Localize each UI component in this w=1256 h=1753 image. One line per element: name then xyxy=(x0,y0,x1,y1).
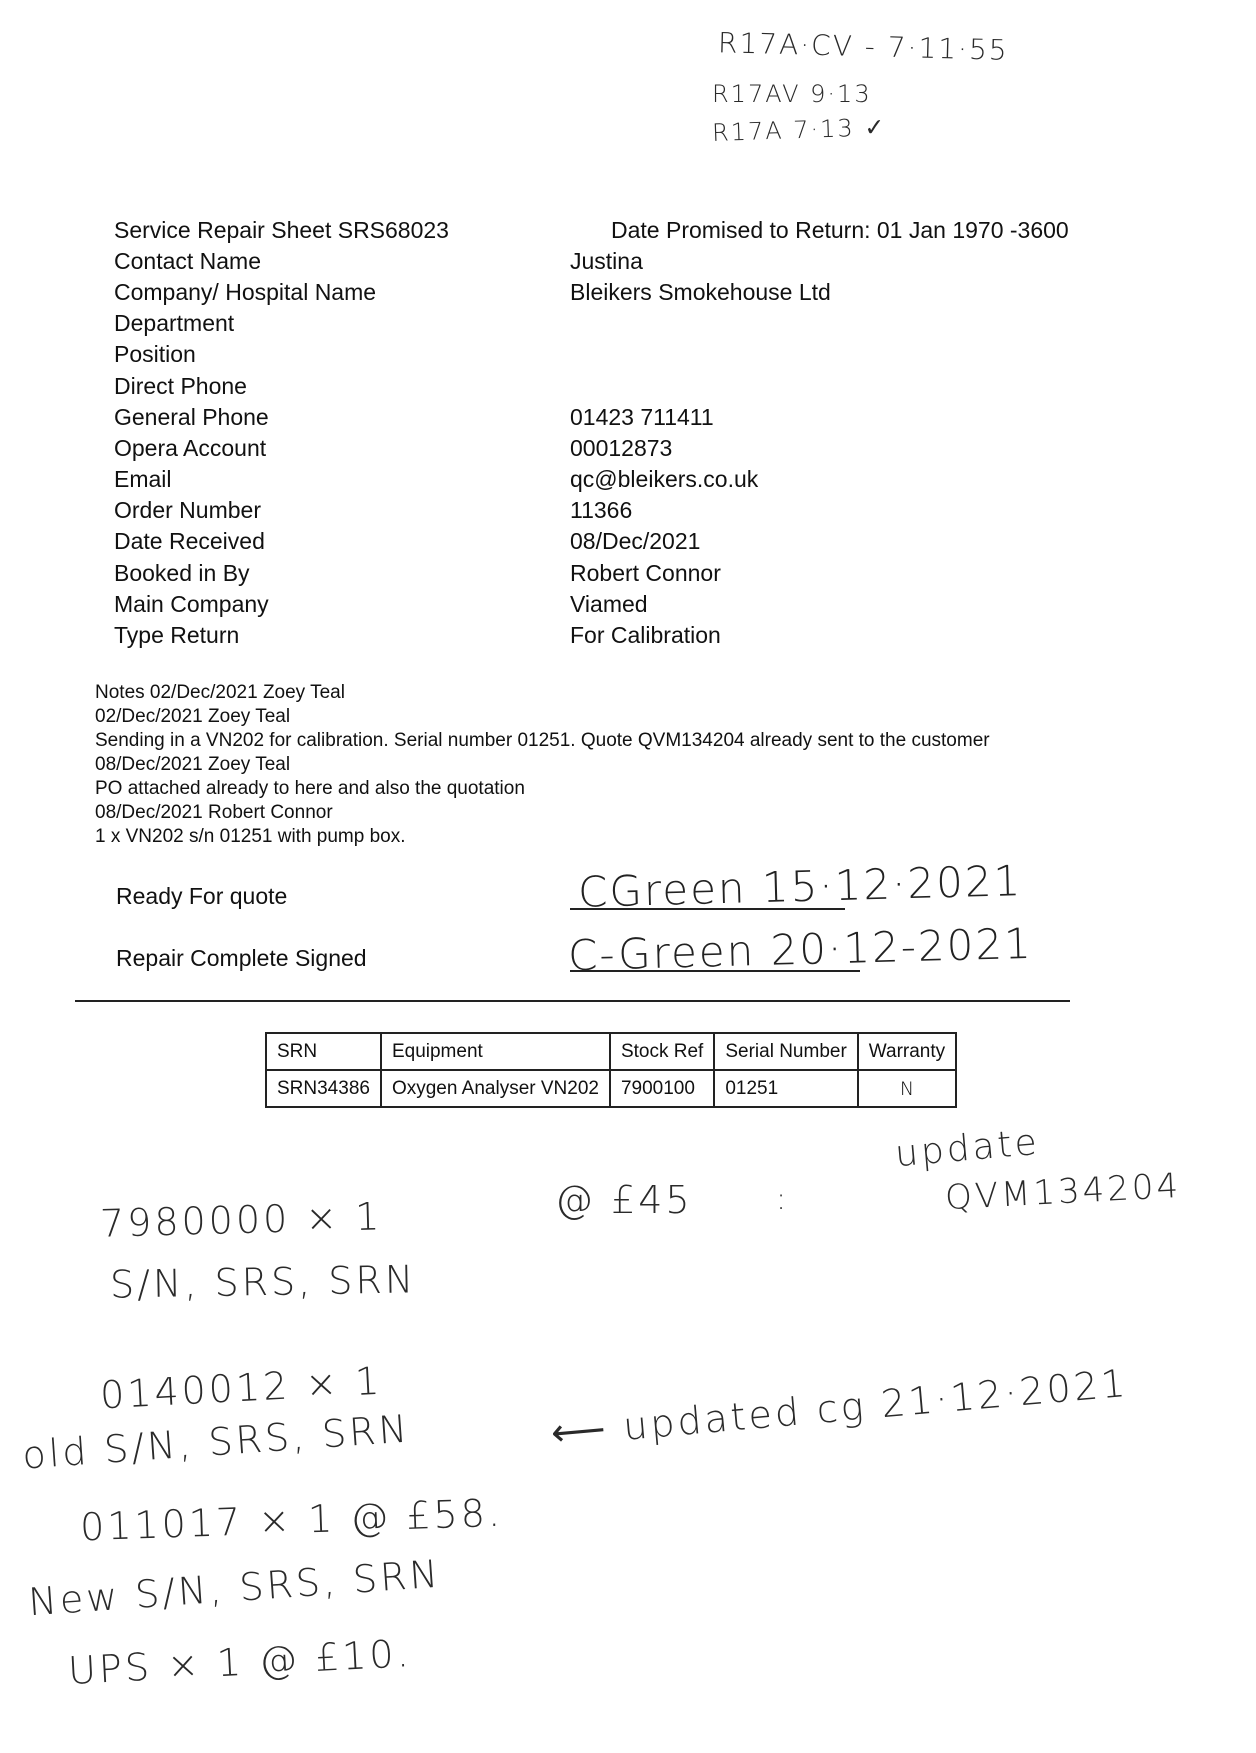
note-line: PO attached already to here and also the quotation xyxy=(95,778,525,799)
field-label-contact-name: Contact Name xyxy=(114,248,262,274)
note-line: 08/Dec/2021 Robert Connor xyxy=(95,802,333,823)
handwritten-sub-1: S/N, SRS, SRN xyxy=(109,1257,417,1307)
note-line: Sending in a VN202 for calibration. Serial number 01251. Quote QVM134204 already sent to the customer xyxy=(95,730,990,751)
repair-complete-label: Repair Complete Signed xyxy=(116,945,367,971)
field-label-date-received: Date Received xyxy=(114,528,265,554)
handwritten-ups: UPS × 1 @ £10. xyxy=(67,1631,413,1693)
handwritten-part-0140012: 0140012 × 1 xyxy=(99,1358,384,1418)
handwritten-update-quote: QVM134204 xyxy=(944,1165,1183,1219)
field-label-position: Position xyxy=(114,341,196,367)
handwritten-revision-1: R17A·CV - 7·11·55 xyxy=(717,26,1010,67)
field-value-booked-in-by: Robert Connor xyxy=(570,560,721,586)
handwritten-colon: : xyxy=(776,1182,790,1217)
table-header-warranty: Warranty xyxy=(858,1033,956,1070)
table-cell-serial-number: 01251 xyxy=(714,1070,857,1107)
note-line: Notes 02/Dec/2021 Zoey Teal xyxy=(95,682,345,703)
field-value-contact-name: Justina xyxy=(570,248,643,274)
field-label-general-phone: General Phone xyxy=(114,404,269,430)
field-label-department: Department xyxy=(114,310,235,336)
handwritten-part-7980000: 7980000 × 1 xyxy=(99,1194,383,1246)
repair-complete-signature: C-Green 20·12-2021 xyxy=(567,918,1034,981)
handwritten-sub-3: New S/N, SRS, SRN xyxy=(26,1551,443,1625)
field-label-email: Email xyxy=(114,466,172,492)
field-label-direct-phone: Direct Phone xyxy=(114,373,247,399)
table-cell-warranty: N xyxy=(858,1070,956,1107)
date-promised: Date Promised to Return: 01 Jan 1970 -3600 xyxy=(611,217,1069,243)
handwritten-price-45: @ £45 xyxy=(555,1178,693,1222)
equipment-table xyxy=(265,1032,957,1108)
handwritten-revision-2: R17AV 9·13 xyxy=(712,80,872,108)
handwritten-update-label: update xyxy=(893,1121,1042,1176)
field-value-email: qc@bleikers.co.uk xyxy=(570,466,759,492)
table-header-row xyxy=(266,1033,956,1070)
field-value-order-number: 11366 xyxy=(570,497,633,523)
notes-block xyxy=(95,681,990,849)
field-value-opera-account: 00012873 xyxy=(570,435,673,461)
field-value-type-return: For Calibration xyxy=(570,622,721,648)
field-value-date-received: 08/Dec/2021 xyxy=(570,528,701,554)
ready-for-quote-line xyxy=(570,908,845,910)
table-header-srn: SRN xyxy=(266,1033,381,1070)
ready-for-quote-label: Ready For quote xyxy=(116,883,288,909)
handwritten-part-011017: 011017 × 1 @ £58. xyxy=(79,1490,504,1550)
table-header-stock-ref: Stock Ref xyxy=(610,1033,714,1070)
repair-complete-line xyxy=(570,970,860,972)
table-header-serial-number: Serial Number xyxy=(714,1033,857,1070)
handwritten-sub-2: old S/N, SRS, SRN xyxy=(20,1406,412,1478)
handwritten-updated-cg: ⟵ updated cg 21·12·2021 xyxy=(549,1360,1130,1456)
table-header-equipment: Equipment xyxy=(381,1033,610,1070)
table-row xyxy=(266,1070,956,1107)
handwritten-revision-3: R17A 7·13 ✓ xyxy=(711,112,887,148)
field-label-order-number: Order Number xyxy=(114,497,261,523)
field-value-general-phone: 01423 711411 xyxy=(570,404,714,430)
sheet-title: Service Repair Sheet SRS68023 xyxy=(114,217,449,243)
note-line: 1 x VN202 s/n 01251 with pump box. xyxy=(95,826,406,847)
table-cell-equipment: Oxygen Analyser VN202 xyxy=(381,1070,610,1107)
field-value-company: Bleikers Smokehouse Ltd xyxy=(570,279,831,305)
field-label-booked-in-by: Booked in By xyxy=(114,560,250,586)
table-cell-stock-ref: 7900100 xyxy=(610,1070,714,1107)
ready-for-quote-signature: CGreen 15·12·2021 xyxy=(577,856,1023,917)
note-line: 02/Dec/2021 Zoey Teal xyxy=(95,706,291,727)
table-cell-srn: SRN34386 xyxy=(266,1070,381,1107)
note-line: 08/Dec/2021 Zoey Teal xyxy=(95,754,291,775)
field-value-main-company: Viamed xyxy=(570,591,648,617)
section-divider xyxy=(75,1000,1070,1002)
field-label-opera-account: Opera Account xyxy=(114,435,267,461)
field-label-company: Company/ Hospital Name xyxy=(114,279,377,305)
field-label-type-return: Type Return xyxy=(114,622,240,648)
field-label-main-company: Main Company xyxy=(114,591,269,617)
